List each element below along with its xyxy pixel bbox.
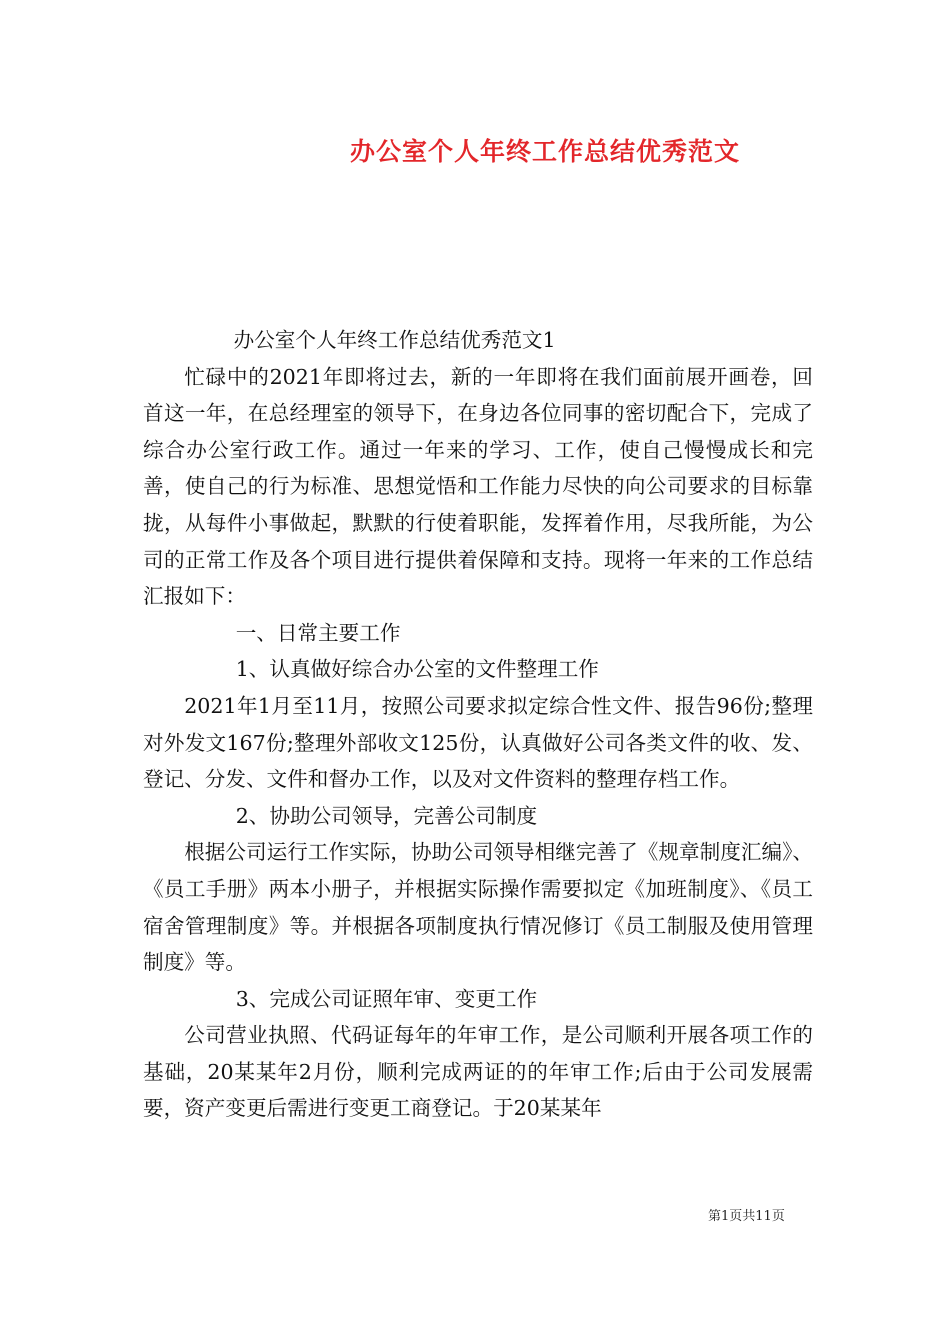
section-heading: 3、完成公司证照年审、变更工作 (235, 986, 538, 1011)
body-paragraph: 2021年1月至11月，按照公司要求拟定综合性文件、报告96份;整理对外发文167份;整理外部收文125份，认真做好公司各类文件的收、发、登记、分发、文件和督办工作，以及对文件资料的整理存档工作。 (143, 693, 813, 792)
section-heading: 一、日常主要工作 (235, 620, 401, 645)
body-paragraph: 公司营业执照、代码证每年的年审工作，是公司顺利开展各项工作的基础，20某某年2月份，顺利完成两证的的年审工作;后由于公司发展需要，资产变更后需进行变更工商登记。于20某某年 (143, 1023, 813, 1121)
body-paragraph: 根据公司运行工作实际，协助公司领导相继完善了《规章制度汇编》、《员工手册》两本小册子，并根据实际操作需要拟定《加班制度》、《员工宿舍管理制度》等。并根据各项制度执行情况修订《员工制服及使用管理制度》等。 (143, 840, 813, 975)
section-heading: 1、认真做好综合办公室的文件整理工作 (235, 657, 599, 682)
body-paragraph: 忙碌中的2021年即将过去，新的一年即将在我们面前展开画卷，回首这一年，在总经理室的领导下，在身边各位同事的密切配合下，完成了综合办公室行政工作。通过一年来的学习、工作，使自己慢慢成长和完善，使自己的行为标准、思想觉悟和工作能力尽快的向公司要求的目标靠拢，从每件小事做起，默默的行使着职能，发挥着作用，尽我所能，为公司的正常工作及各个项目进行提供着保障和支持。现将一年来的工作总结汇报如下： (143, 364, 813, 609)
document-title: 办公室个人年终工作总结优秀范文 (349, 137, 740, 166)
section-subtitle: 办公室个人年终工作总结优秀范文1 (233, 328, 556, 352)
section-heading: 2、协助公司领导，完善公司制度 (235, 803, 538, 828)
document-body (143, 322, 813, 1127)
page-number: 第1页共11页 (708, 1209, 785, 1224)
